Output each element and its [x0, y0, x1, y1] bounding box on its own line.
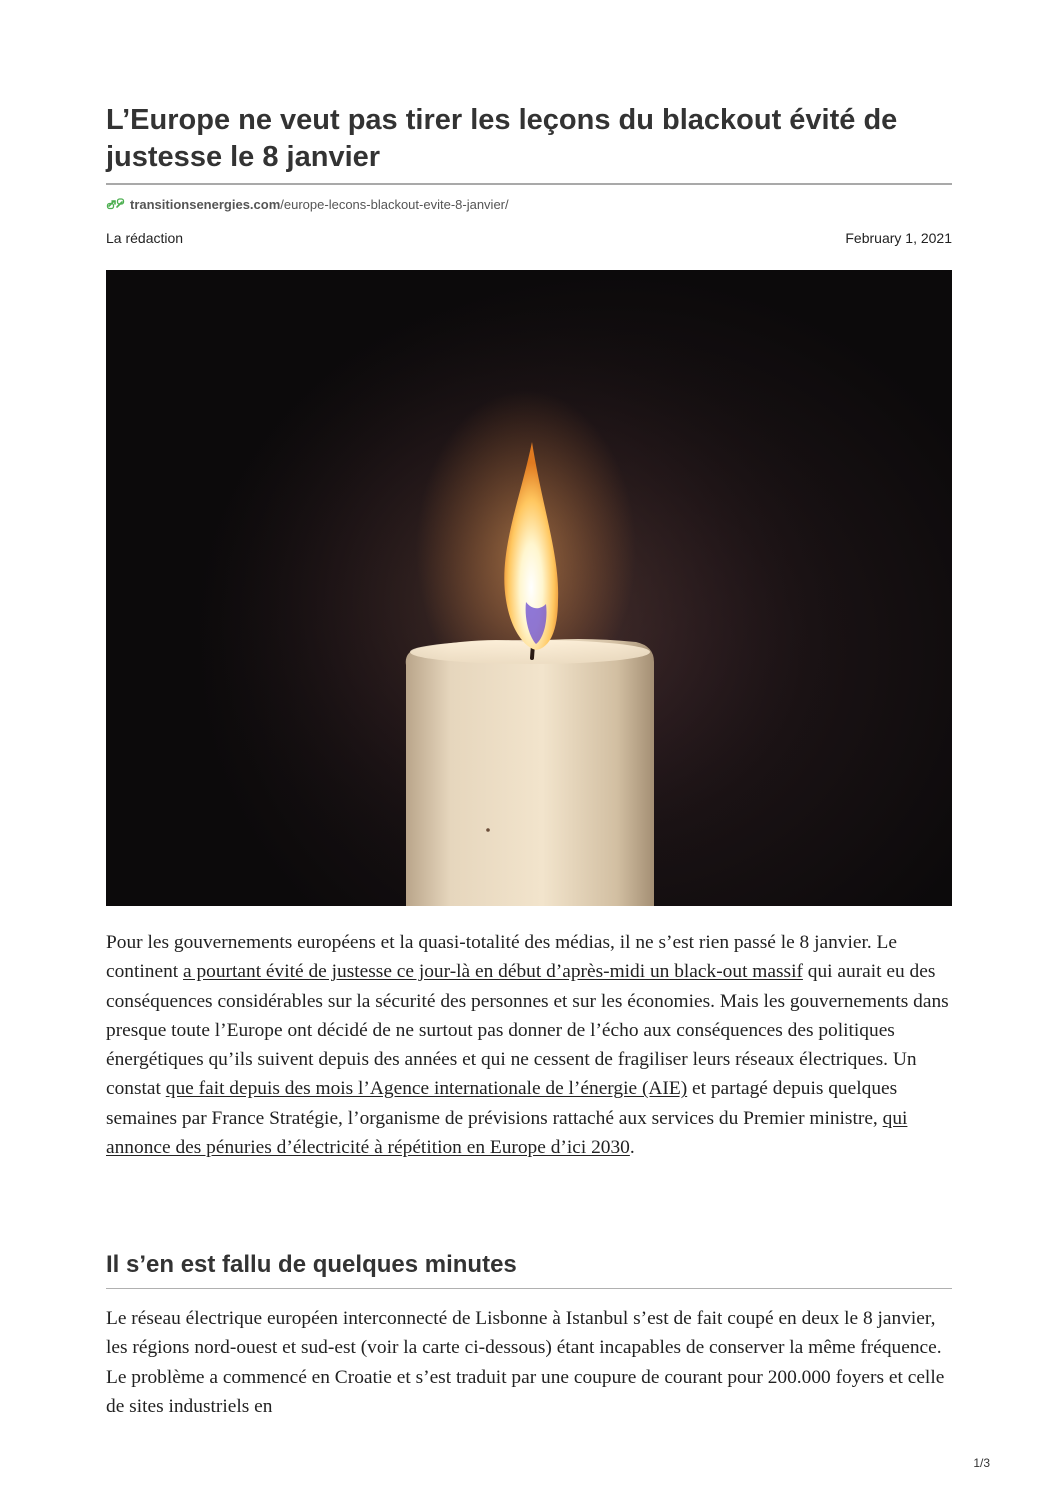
article-paragraph-2: Le réseau électrique européen interconnecté de Lisbonne à Istanbul s’est de fait coupé en deux le 8 janvier, les régions nord-ouest et sud-est (voir la carte ci-dessous) étant incapables de conserver la même fréquence. Le problème a commencé en Croatie et s’est traduit par une coupure de courant pour 200.000 foyers et celle de sites industriels en — [106, 1308, 945, 1417]
page-number: 1/3 — [973, 1456, 990, 1470]
link-blackout-evite[interactable]: a pourtant évité de justesse ce jour-là en début d’après-midi un black-out massif — [183, 961, 803, 983]
paragraph-text: qui aurait eu des conséquences considérables sur la sécurité des personnes et sur les économies. Mais les gouvernements dans presque toute l’Europe ont décidé de ne surtout pas donner de l’écho aux conséquences des politiques énergétiques qu’ils suivent depuis des années et qui ne cessent de fragiliser leurs réseaux électriques. Un constat — [106, 961, 949, 1100]
section-heading: Il s’en est fallu de quelques minutes — [106, 1251, 517, 1278]
author-name: La rédaction — [106, 230, 184, 246]
paragraph-text: et partagé depuis quelques semaines par France Stratégie, l’organisme de prévisions rattaché aux services du Premier ministre, — [106, 1078, 898, 1129]
link-icon — [106, 197, 126, 215]
link-penuries-2030[interactable]: qui annonce des pénuries d’électricité à répétition en Europe d’ici 2030 — [106, 1107, 908, 1159]
article-title: L’Europe ne veut pas tirer les leçons du blackout évité de justesse le 8 janvier — [106, 104, 898, 173]
article-paragraph-1 — [106, 928, 952, 1162]
paragraph-text: . — [629, 1137, 635, 1159]
source-path[interactable]: /europe-lecons-blackout-evite-8-janvier/ — [280, 197, 509, 212]
source-url[interactable] — [106, 197, 509, 215]
publish-date: February 1, 2021 — [845, 230, 952, 246]
section-divider — [106, 1288, 952, 1289]
link-aie-constat[interactable]: que fait depuis des mois l’Agence internationale de l’énergie (AIE) — [165, 1078, 688, 1100]
title-divider — [106, 183, 952, 185]
paragraph-text: Pour les gouvernements européens et la quasi-totalité des médias, il ne s’est rien passé le 8 janvier. Le continent — [106, 932, 898, 983]
hero-candle-image — [106, 270, 952, 906]
source-domain[interactable]: transitionsenergies.com — [130, 197, 281, 212]
